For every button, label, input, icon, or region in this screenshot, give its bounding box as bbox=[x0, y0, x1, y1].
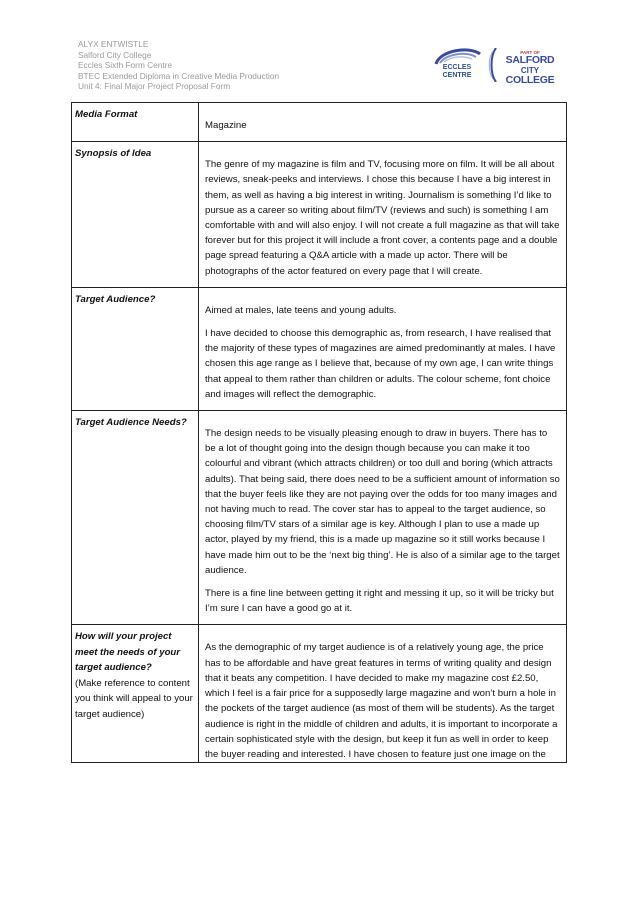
audience-needs-value-cell bbox=[199, 411, 567, 625]
table-row bbox=[72, 142, 567, 288]
table-row bbox=[72, 103, 567, 142]
header-college: Salford City College bbox=[78, 49, 152, 60]
target-audience-label: Target Audience? bbox=[75, 293, 156, 305]
row-label-cell bbox=[72, 142, 199, 288]
header-author: ALYX ENTWISTLE bbox=[78, 39, 149, 49]
synopsis-label: Synopsis of Idea bbox=[75, 148, 152, 160]
eccles-centre-logo bbox=[430, 46, 484, 84]
media-format-value: Magazine bbox=[205, 120, 247, 131]
target-audience-value-cell bbox=[199, 287, 567, 410]
media-format-label: Media Format bbox=[75, 109, 138, 120]
audience-needs-paragraph-1: The design needs to be visually pleasing enough to draw in buyers. There has to be a lot of thought going into the design though because you can make it too colourful and vibrant (which attracts children) or too dull and boring (which attracts adults). That being said, there does need to be a sufficient amount of information so that the buyer feels like they are not paying over the odds for too many images and not having much to read. The cover star has to appeal to the target audience, so choosing film/TV stars of a similar age is key. Although I plan to use a made up actor, played by my friend, this is a made up magazine so it still works because I have made him out to be the ‘next big thing’. He is also of a similar age to the target audience. bbox=[205, 428, 560, 576]
header-course: BTEC Extended Diploma in Creative Media Production bbox=[78, 70, 280, 81]
target-audience-paragraph-1: Aimed at males, late teens and young adults. bbox=[205, 304, 397, 316]
proposal-form-table bbox=[71, 102, 567, 763]
meet-needs-paragraph: As the demographic of my target audience is of a relatively young age, the price has to be affordable and have great features in terms of writing quality and design that it beats any competition. I have decided to make my magazine cost £2.50, which I feel is a fair price for a supposedly large magazine and won’t burn a hole in the pockets of the target audience (as most of them will be students). As the target audience is right in the middle of children and adults, it is important to incorporate a certain sophisticated style with the design, but keep it fun as well in order to keep the buyer reading and interested. I have chosen to feature just one image on the bbox=[205, 642, 558, 760]
audience-needs-paragraph-2: There is a fine line between getting it right and messing it up, so it will be tricky but I’m sure I can have a good go at it. bbox=[205, 588, 554, 615]
row-label-cell bbox=[72, 287, 199, 410]
meet-needs-note: (Make reference to content you think will appeal to your target audience) bbox=[75, 677, 193, 720]
meet-needs-label: How will your project meet the needs of your target audience? bbox=[75, 631, 181, 674]
row-label-cell bbox=[72, 625, 199, 763]
salford-city-college-logo bbox=[496, 50, 564, 85]
logos bbox=[430, 46, 565, 84]
document-header bbox=[78, 39, 358, 92]
eccles-logo-line1: ECCLES bbox=[442, 64, 472, 71]
meet-needs-value-cell bbox=[199, 625, 567, 763]
header-unit: Unit 4: Final Major Project Proposal Form bbox=[78, 81, 231, 92]
synopsis-paragraph: The genre of my magazine is film and TV, focusing more on film. It will be all about reviews, sneak-peeks and interviews. I chose this because I have a big interest in them, as well as having a big interest in writing. Journalism is something I’d like to pursue as a career so writing about film/TV (reviews and such) is something I am comfortable with and will also enjoy. I will not create a full magazine as that will take forever but for this project it will include a front cover, a contents page and a double page spread featuring a Q&A article with a made up actor. There will be photographs of the actor featured on every page that I will create. bbox=[205, 159, 560, 277]
eccles-logo-line2: CENTRE bbox=[442, 71, 472, 79]
audience-needs-label: Target Audience Needs? bbox=[75, 417, 187, 429]
logo-college: COLLEGE bbox=[505, 73, 555, 86]
table-row bbox=[72, 411, 567, 625]
table-row bbox=[72, 287, 567, 410]
logo-part-of: PART OF bbox=[520, 50, 540, 55]
row-label-cell bbox=[72, 411, 199, 625]
header-centre: Eccles Sixth Form Centre bbox=[78, 60, 173, 71]
logo-city: CITY bbox=[520, 65, 540, 75]
target-audience-paragraph-2: I have decided to choose this demographic as, from research, I have realised that the majority of these types of magazines are aimed predominantly at males. I have chosen this age range as I believe that, because of my own age, I can write things that appeal to them rather than children or adults. The colour scheme, font choice and images will reflect the demographic. bbox=[205, 328, 556, 400]
table-row bbox=[72, 625, 567, 763]
logo-salford: SALFORD bbox=[505, 54, 555, 66]
media-format-value-cell bbox=[199, 103, 567, 142]
eccles-logo-text bbox=[432, 64, 482, 79]
row-label-cell bbox=[72, 103, 199, 142]
synopsis-value-cell bbox=[199, 142, 567, 288]
